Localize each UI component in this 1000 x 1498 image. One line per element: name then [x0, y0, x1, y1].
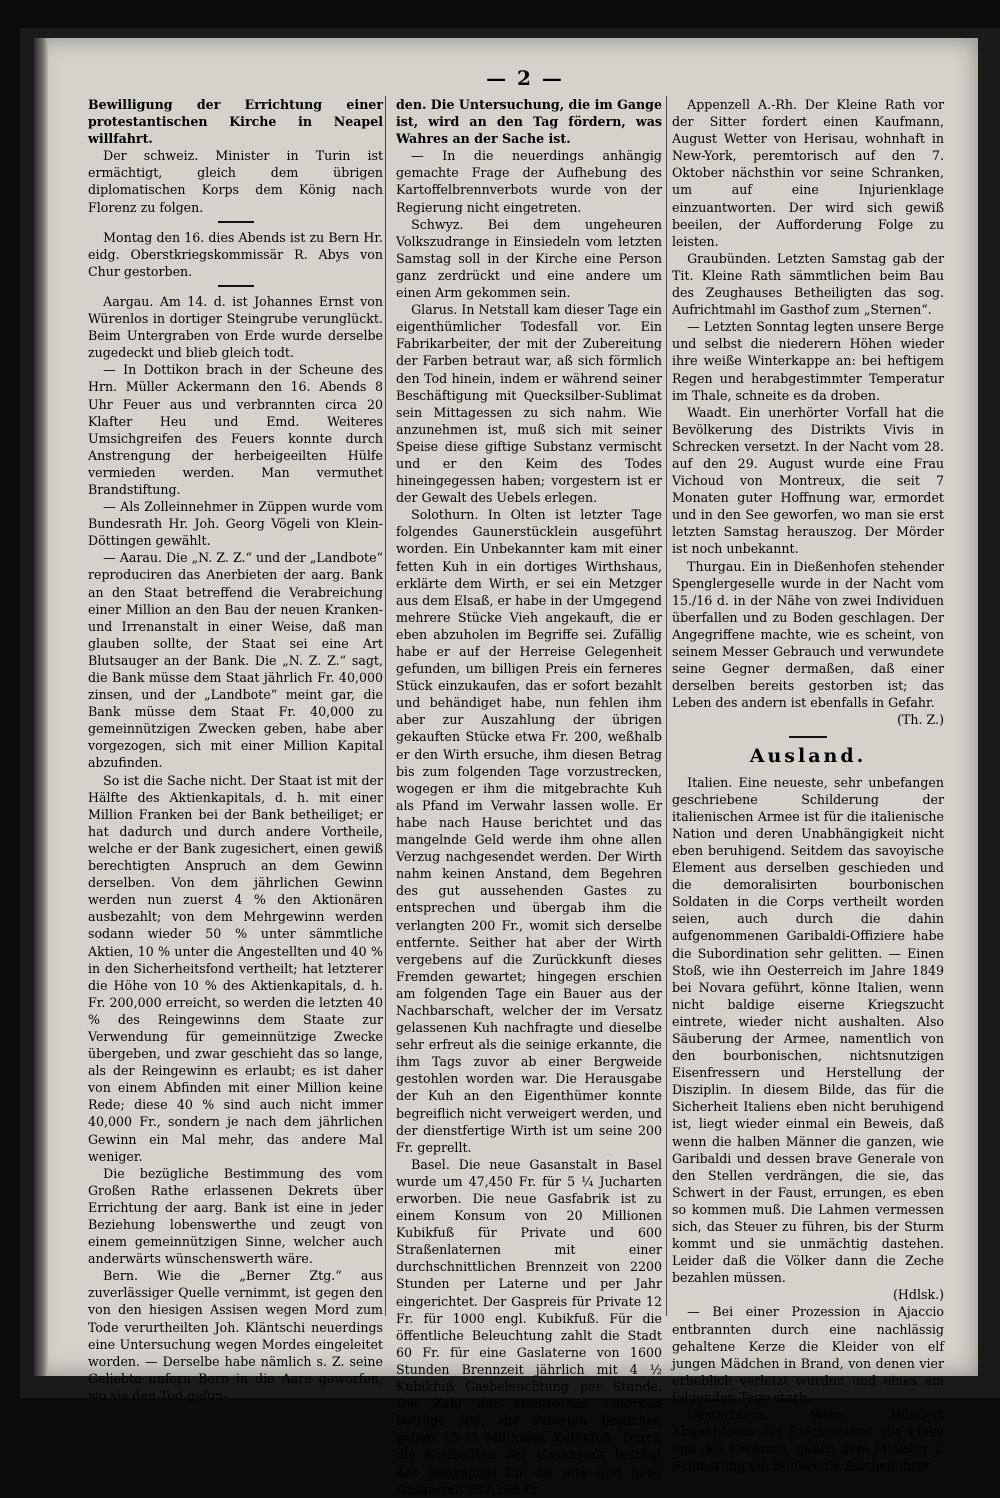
page-number: — 2 — [486, 66, 564, 90]
article-paragraph: Italien. Eine neueste, sehr unbefangen geschriebene Schilderung der italienischen Armee ist für die italienische Nation und deren Unabhängigkeit nicht eben beruhigend. Seitdem das savoyische Element aus derselben geschieden und die demoralisirten bourbonischen Soldaten in die Corps vertheilt worden seien, auch durch die dahin aufgenommenen Garibaldi-Offiziere habe die Subordination sehr gelitten. — Einen Stoß, wie ihn Oesterreich im Jahre 1849 bei Novara geführt, könne Italien, wenn nicht baldige eiserne Kriegszucht eintrete, wieder nicht aushalten. Also Säuberung der Armee, namentlich von den bourbonischen, nichtsnutzigen Eisenfressern und Herstellung der Disziplin. In diesem Bilde, das für die Sicherheit Italiens eben nicht beruhigend ist, liegt wieder einmal ein Beweis, daß wenn die halben Männer die ganzen, wie Garibaldi und dessen brave Generale von den Stellen verdrängen, die sie, das Schwert in der Faust, errungen, es eben so kommen muß. Die Lahmen vermessen sich, das Steuer zu führen, bis der Sturm kommt und sie unmächtig dastehen. Leider daß die Völker dann die Zeche bezahlen müssen. [672, 774, 944, 1286]
column-rule-1 [385, 96, 386, 1316]
source-attribution: (Th. Z.) [897, 712, 944, 728]
article-paragraph: Glarus. In Netstall kam dieser Tage ein eigenthümlicher Todesfall vor. Ein Fabrikarbeiter, der mit der Zubereitung der Farben betraut war, aß sich förmlich den Tod hinein, indem er während seiner Beschäftigung mit Quecksilber-Sublimat sein Mittagessen zu sich nahm. Wie anzunehmen ist, muß sich mit seiner Speise diese giftige Substanz vermischt und er den Keim des Todes hineingegessen haben; vorgestern ist er der Gewalt des Uebels erlegen. [396, 302, 662, 506]
article-paragraph: Die bezügliche Bestimmung des vom Großen Rathe erlassenen Dekrets über Errichtung der aarg. Bank ist eine in jeder Beziehung lobenswerthe und zeugt von einem gemeinnützigen Sinne, welcher auch anderwärts wünschenswerth wäre. [88, 1165, 383, 1267]
article-separator [218, 221, 254, 223]
article-paragraph: Waadt. Ein unerhörter Vorfall hat die Bevölkerung des Distrikts Vivis in Schrecken versetzt. In der Nacht vom 28. auf den 29. August wurde eine Frau Vichoud von Montreux, die seit 7 Monaten guter Hoffnung war, ermordet und in den See geworfen, wo man sie erst letzten Samstag herauszog. Der Mörder ist noch unbekannt. [672, 404, 944, 557]
column-2 [396, 96, 662, 1498]
article-paragraph: Solothurn. In Olten ist letzter Tage folgendes Gaunerstücklein ausgeführt worden. Ein Unbekannter kam mit einer fetten Kuh in ein dortiges Wirthshaus, erklärte dem Wirth, er sei ein Metzger aus dem Elsaß, er habe in der Umgegend mehrere Stücke Vieh angekauft, die er eben abzuholen im Begriffe sei. Zufällig habe er auf der Herreise Gelegenheit gefunden, um billigen Preis ein ferneres Stück einzukaufen, das er sofort bezahlt und behändiget habe, nun fehlen ihm aber zur Auszahlung der übrigen gekauften Stücke etwa Fr. 200, weßhalb er den Wirth ersuche, ihm diesen Betrag bis zum folgenden Tage vorzustrecken, wogegen er ihm die mitgebrachte Kuh als Pfand im Verwahr lassen wolle. Er habe nach Hause berichtet und das mangelnde Geld werde ihm ohne allen Verzug nachgesendet werden. Der Wirth nahm keinen Anstand, dem Begehren des gut aussehenden Gastes zu entsprechen und übergab ihm die verlangten 200 Fr., womit sich derselbe entfernte. Seither hat aber der Wirth vergebens auf die Zurückkunft dieses Fremden gewartet; hingegen erschien am folgenden Tage ein Bauer aus der Nachbarschaft, welcher der im Versatz gelassenen Kuh nachfragte und dieselbe sehr erfreut als die seinige erkannte, die ihm Tags zuvor ab einer Bergweide gestohlen worden war. Die Herausgabe der Kuh an den Eigenthümer konnte begreiflich nicht verweigert werden, und der dienstfertige Wirth ist um seine 200 Fr. geprellt. [396, 507, 662, 1155]
section-separator [789, 736, 827, 738]
article-paragraph: Schwyz. Bei dem ungeheuren Volkszudrange in Einsiedeln vom letzten Samstag soll in der Kirche eine Person ganz zerdrückt und eine andere um einen Arm gekommen sein. [396, 216, 662, 301]
article-paragraph: Basel. Die neue Gasanstalt in Basel wurde um 47,450 Fr. für 5 ¼ Jucharten erworben. Die neue Gasfabrik ist zu einem Konsum von 20 Millionen Kubikfuß für Private und 600 Straßenlaternen mit einer durchschnittlichen Brennzeit von 2200 Stunden per Laterne und per Jahr eingerichtet. Der Gaspreis für Private 12 Fr. für 1000 engl. Kubikfuß. Für die öffentliche Beleuchtung zahlt die Stadt 60 Fr. für eine Gaslaterne von 1600 Stunden Brennzeit jährlich mit 4 ½ Kubikfuß Gasbeleuchtung per Stunde. Die Zahl der städtischen Laternen beträgt 505, die Privaten brauchen gegen 15 ½ Millionen Kubikfuß. Durch die Neubauten der Gasanstalt beträgt das Baukapital für die alte und neue Gasanstalt 897,208 Fr. [396, 1156, 662, 1497]
column-rule-2 [666, 96, 667, 1316]
article-paragraph: Bewilligung der Errichtung einer protestantischen Kirche in Neapel willfahrt. [88, 97, 383, 147]
article-paragraph: — Bei einer Prozession in Ajaccio entbrannten durch eine nachlässig gehaltene Kerze die Kleider von elf jungen Mädchen in Brand, von denen vier erheblich verletzt wurden und eines am folgenden Tage starb. [672, 1304, 944, 1405]
article-paragraph: — Aarau. Die „N. Z. Z.“ und der „Landbote“ reproduciren das Anerbieten der aarg. Bank an den Staat betreffend die Verabreichung einer Million an den Bau der neuen Kranken- und Irrenanstalt in einer Weise, daß man glauben sollte, der Staat sei eine Art Blutsauger an der Bank. Die „N. Z. Z.“ sagt, die Bank müsse dem Staat jährlich Fr. 40,000 zinsen, und der „Landbote“ meint gar, die Bank müsse dem Staat Fr. 40,000 zu gemeinnützigen Zwecken geben, habe aber vorgezogen, sich mit einer Million Kapital abzufinden. [88, 550, 383, 771]
section-heading: Ausland. [749, 745, 867, 768]
article-paragraph: Bern. Wie die „Berner Ztg.“ aus zuverlässiger Quelle vernimmt, ist gegen den von den hiesigen Assisen wegen Mord zum Tode verurtheilten Joh. Kläntschi neuerdings eine Untersuchung wegen Mordes eingeleitet worden. — Derselbe habe nämlich s. Z. seine Geliebte unfern Bern in die Aare geworfen, wo sie den Tod gefun- [88, 1268, 383, 1403]
article-separator [218, 285, 254, 287]
article-paragraph: So ist die Sache nicht. Der Staat ist mit der Hälfte des Aktienkapitals, d. h. mit einer Million Franken bei der Bank betheiliget; er hat dadurch und durch andere Vortheile, welche er der Bank zugesichert, einen gewiß berechtigten Anspruch an dem Gewinn derselben. Von dem jährlichen Gewinn werden nun zuerst 4 % den Aktionären ausbezahlt; von dem Mehrgewinn werden sodann wieder 50 % unter sämmtliche Aktien, 10 % unter die Angestellten und 40 % in den Sicherheitsfond vertheilt; hat letzterer die Höhe von 10 % des Aktienkapitals, d. h. Fr. 200,000 erreicht, so werden die letzten 40 % des Reingewinns dem Staate zur Verwendung für gemeinnützige Zwecke übergeben, und zwar geschieht das so lange, als der Reingewinn es erlaubt; es ist daher von einem Abfinden mit einer Million keine Rede; diese 40 % sind auch nicht immer 40,000 Fr., sondern je nach dem jährlichen Gewinn ein Mal mehr, das andere Mal weniger. [88, 772, 383, 1164]
column-1 [88, 96, 383, 1404]
article-paragraph: — Letzten Sonntag legten unsere Berge und selbst die niederern Höhen wieder ihre weiße Winterkappe an: bei heftigem Regen und herabgestimmter Temperatur im Thale, schneite es da droben. [672, 319, 944, 403]
article-paragraph: — In die neuerdings anhängig gemachte Frage der Aufhebung des Kartoffelbrennverbots wurde von der Regierung nicht eingetreten. [396, 148, 662, 215]
article-paragraph: — Als Zolleinnehmer in Züppen wurde vom Bundesrath Hr. Joh. Georg Vögeli von Klein-Döttingen gewählt. [88, 499, 383, 549]
source-attribution: (Hdlsk.) [893, 1287, 944, 1303]
article-paragraph: Graubünden. Letzten Samstag gab der Tit. Kleine Rath sämmtlichen beim Bau des Zeughauses Betheiligten das sog. Aufrichtmahl im Gasthof zum „Sternen“. [672, 250, 944, 318]
column-3 [672, 96, 944, 1474]
article-paragraph: den. Die Untersuchung, die im Gange ist, wird an den Tag fördern, was Wahres an der Sache ist. [396, 97, 662, 147]
article-paragraph: Montag den 16. dies Abends ist zu Bern Hr. eidg. Oberstkriegskommissär R. Abys von Chur gestorben. [88, 229, 383, 279]
article-paragraph: Appenzell A.-Rh. Der Kleine Rath vor der Sitter fordert einen Kaufmann, August Wetter von Herisau, wohnhaft in New-York, peremtorisch auf den 7. Oktober nächsthin vor seine Schranken, um auf eine Injurienklage einzuantworten. Der wird sich gewiß beeilen, der Aufforderung Folge zu leisten. [672, 97, 944, 249]
article-paragraph: Aargau. Am 14. d. ist Johannes Ernst von Würenlos in dortiger Steingrube verunglückt. Beim Untergraben von Erde wurde derselbe zugedeckt und blieb gleich todt. [88, 293, 383, 361]
article-paragraph: Oesterreich. Wien. Hundert Abgeordnete des Reichsrathes, die Linke und das Centrum, gaben dem Minister v. Schmerling ein Banket als Zeichen ihrer [672, 1407, 944, 1474]
article-paragraph: Der schweiz. Minister in Turin ist ermächtigt, gleich dem übrigen diplomatischen Korps dem König nach Florenz zu folgen. [88, 148, 383, 215]
article-paragraph: Thurgau. Ein in Dießenhofen stehender Spenglergeselle wurde in der Nacht vom 15./16 d. in der Nähe von zwei Individuen überfallen und zu Boden geschlagen. Der Angegriffene machte, wie es scheint, von seinem Messer Gebrauch und verwundete seine Gegner dermaßen, daß einer derselben bereits gestorben ist; das Leben des andern ist ebenfalls in Gefahr. [672, 558, 944, 711]
article-paragraph: — In Dottikon brach in der Scheune des Hrn. Müller Ackermann den 16. Abends 8 Uhr Feuer aus und verbrannten circa 20 Klafter Heu und Emd. Weiteres Umsichgreifen des Feuers konnte durch Anstrengung der herbeigeeilten Hülfe vermieden werden. Man vermuthet Brandstiftung. [88, 362, 383, 497]
page-binding-edge [34, 38, 48, 1376]
